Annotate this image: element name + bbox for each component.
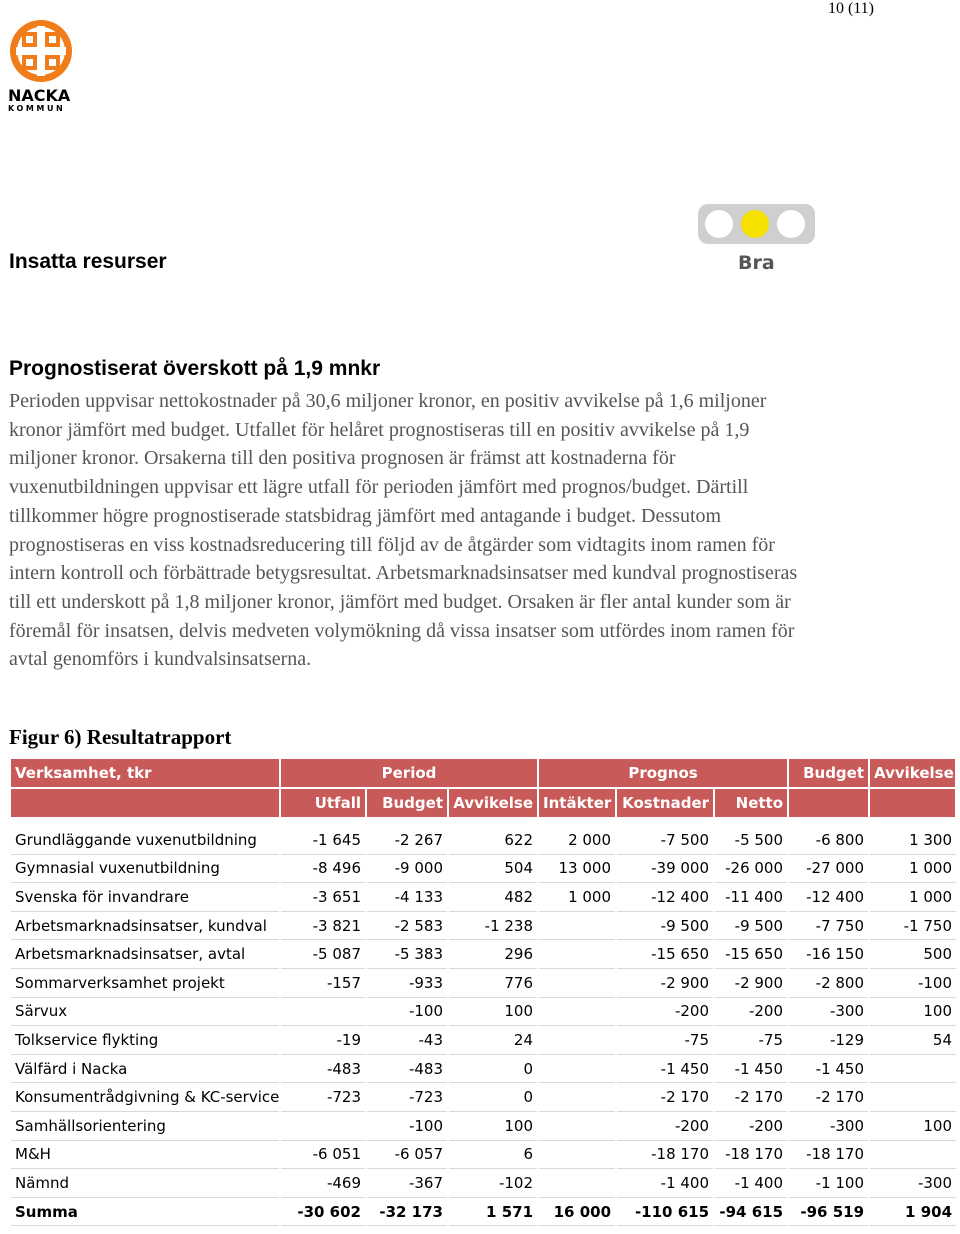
cell-avvikelse: 296 bbox=[448, 940, 538, 969]
cell-utfall: -469 bbox=[280, 1169, 366, 1198]
cell-kostnader: -9 500 bbox=[616, 911, 714, 940]
cell-netto: -75 bbox=[714, 1026, 788, 1055]
cell-budget: -100 bbox=[366, 997, 448, 1026]
cell-arsbudget: -300 bbox=[788, 997, 869, 1026]
header-period-budget: Budget bbox=[366, 788, 448, 818]
header-netto: Netto bbox=[714, 788, 788, 818]
cell-arsbudget: -6 800 bbox=[788, 826, 869, 855]
table-row bbox=[10, 883, 956, 912]
cell-utfall bbox=[280, 997, 366, 1026]
header-avvikelse: Avvikelse bbox=[869, 758, 956, 788]
cell-kostnader: -15 650 bbox=[616, 940, 714, 969]
cell-utfall: -157 bbox=[280, 968, 366, 997]
cell-kostnader: -1 450 bbox=[616, 1054, 714, 1083]
cell-utfall: -8 496 bbox=[280, 854, 366, 883]
cell-intakter bbox=[538, 968, 616, 997]
cell-kostnader: -1 400 bbox=[616, 1169, 714, 1198]
cell-name: Arbetsmarknadsinsatser, avtal bbox=[10, 940, 280, 969]
table-header-row-sub bbox=[10, 788, 956, 818]
cell-arsavvikelse: 1 300 bbox=[869, 826, 956, 855]
cell-arsavvikelse: -1 750 bbox=[869, 911, 956, 940]
cell-budget: -2 583 bbox=[366, 911, 448, 940]
table-row bbox=[10, 1111, 956, 1140]
cell-utfall: -3 821 bbox=[280, 911, 366, 940]
cell-arsbudget: -2 800 bbox=[788, 968, 869, 997]
cell-arsavvikelse: 1 904 bbox=[869, 1197, 956, 1226]
cell-netto: -26 000 bbox=[714, 854, 788, 883]
subheading: Prognostiserat överskott på 1,9 mnkr bbox=[9, 357, 381, 380]
cell-name: Samhällsorientering bbox=[10, 1111, 280, 1140]
cell-intakter: 1 000 bbox=[538, 883, 616, 912]
cell-budget: -43 bbox=[366, 1026, 448, 1055]
cell-intakter: 13 000 bbox=[538, 854, 616, 883]
cell-avvikelse: -1 238 bbox=[448, 911, 538, 940]
cell-utfall: -1 645 bbox=[280, 826, 366, 855]
cell-intakter: 16 000 bbox=[538, 1197, 616, 1226]
cell-arsbudget: -96 519 bbox=[788, 1197, 869, 1226]
cell-arsavvikelse: -100 bbox=[869, 968, 956, 997]
cell-utfall: -483 bbox=[280, 1054, 366, 1083]
header-period-avvikelse: Avvikelse bbox=[448, 788, 538, 818]
cell-arsbudget: -27 000 bbox=[788, 854, 869, 883]
cell-arsbudget: -12 400 bbox=[788, 883, 869, 912]
cell-utfall: -5 087 bbox=[280, 940, 366, 969]
cell-kostnader: -110 615 bbox=[616, 1197, 714, 1226]
header-blank bbox=[788, 788, 869, 818]
cell-name: Tolkservice flykting bbox=[10, 1026, 280, 1055]
cell-budget: -4 133 bbox=[366, 883, 448, 912]
cell-arsavvikelse: -300 bbox=[869, 1169, 956, 1198]
cell-arsbudget: -300 bbox=[788, 1111, 869, 1140]
cell-budget: -723 bbox=[366, 1083, 448, 1112]
cell-budget: -5 383 bbox=[366, 940, 448, 969]
cell-budget: -2 267 bbox=[366, 826, 448, 855]
cell-name: Konsumentrådgivning & KC-service bbox=[10, 1083, 280, 1112]
table-sum-row bbox=[10, 1197, 956, 1226]
result-report-table bbox=[9, 757, 957, 1226]
cell-budget: -483 bbox=[366, 1054, 448, 1083]
cell-kostnader: -2 900 bbox=[616, 968, 714, 997]
cell-intakter bbox=[538, 1026, 616, 1055]
cell-arsbudget: -16 150 bbox=[788, 940, 869, 969]
cell-netto: -1 450 bbox=[714, 1054, 788, 1083]
cell-netto: -200 bbox=[714, 997, 788, 1026]
cell-budget: -367 bbox=[366, 1169, 448, 1198]
cell-intakter: 2 000 bbox=[538, 826, 616, 855]
section-title: Insatta resurser bbox=[9, 250, 167, 273]
cell-arsbudget: -129 bbox=[788, 1026, 869, 1055]
header-verksamhet: Verksamhet, tkr bbox=[10, 758, 280, 788]
table-body bbox=[10, 818, 956, 1226]
cell-utfall bbox=[280, 1111, 366, 1140]
cell-intakter bbox=[538, 1083, 616, 1112]
cell-name: M&H bbox=[10, 1140, 280, 1169]
header-blank bbox=[10, 788, 280, 818]
logo-subtitle: KOMMUN bbox=[8, 104, 66, 113]
table-row bbox=[10, 940, 956, 969]
table-row bbox=[10, 1054, 956, 1083]
cell-name: Gymnasial vuxenutbildning bbox=[10, 854, 280, 883]
page-number: 10 (11) bbox=[827, 0, 874, 17]
cell-budget: -933 bbox=[366, 968, 448, 997]
table-row bbox=[10, 1026, 956, 1055]
cell-name: Sommarverksamhet projekt bbox=[10, 968, 280, 997]
cell-name: Särvux bbox=[10, 997, 280, 1026]
cell-name: Summa bbox=[10, 1197, 280, 1226]
cell-netto: -18 170 bbox=[714, 1140, 788, 1169]
cell-budget: -9 000 bbox=[366, 854, 448, 883]
logo-name: NACKA bbox=[8, 86, 71, 105]
cell-avvikelse: -102 bbox=[448, 1169, 538, 1198]
cell-arsbudget: -1 450 bbox=[788, 1054, 869, 1083]
cell-arsbudget: -7 750 bbox=[788, 911, 869, 940]
cell-avvikelse: 622 bbox=[448, 826, 538, 855]
cell-intakter bbox=[538, 1169, 616, 1198]
cell-kostnader: -75 bbox=[616, 1026, 714, 1055]
cell-netto: -11 400 bbox=[714, 883, 788, 912]
cell-budget: -32 173 bbox=[366, 1197, 448, 1226]
cell-avvikelse: 0 bbox=[448, 1083, 538, 1112]
cell-avvikelse: 6 bbox=[448, 1140, 538, 1169]
cell-avvikelse: 100 bbox=[448, 997, 538, 1026]
cell-intakter bbox=[538, 1111, 616, 1140]
cell-intakter bbox=[538, 1140, 616, 1169]
cell-utfall: -723 bbox=[280, 1083, 366, 1112]
cell-arsavvikelse: 100 bbox=[869, 1111, 956, 1140]
status-label: Bra bbox=[738, 252, 775, 274]
cell-name: Arbetsmarknadsinsatser, kundval bbox=[10, 911, 280, 940]
cell-arsavvikelse: 54 bbox=[869, 1026, 956, 1055]
cell-intakter bbox=[538, 911, 616, 940]
cell-kostnader: -39 000 bbox=[616, 854, 714, 883]
cell-kostnader: -12 400 bbox=[616, 883, 714, 912]
cell-kostnader: -7 500 bbox=[616, 826, 714, 855]
header-utfall: Utfall bbox=[280, 788, 366, 818]
cell-utfall: -30 602 bbox=[280, 1197, 366, 1226]
table-header-row-groups bbox=[10, 758, 956, 788]
table-row bbox=[10, 1169, 956, 1198]
cell-avvikelse: 776 bbox=[448, 968, 538, 997]
cell-name: Svenska för invandrare bbox=[10, 883, 280, 912]
cell-name: Grundläggande vuxenutbildning bbox=[10, 826, 280, 855]
cell-arsbudget: -18 170 bbox=[788, 1140, 869, 1169]
cell-avvikelse: 0 bbox=[448, 1054, 538, 1083]
cell-netto: -5 500 bbox=[714, 826, 788, 855]
cell-intakter bbox=[538, 1054, 616, 1083]
cell-budget: -100 bbox=[366, 1111, 448, 1140]
cell-intakter bbox=[538, 940, 616, 969]
cell-avvikelse: 504 bbox=[448, 854, 538, 883]
cell-kostnader: -18 170 bbox=[616, 1140, 714, 1169]
cell-name: Välfärd i Nacka bbox=[10, 1054, 280, 1083]
cell-name: Nämnd bbox=[10, 1169, 280, 1198]
cell-netto: -2 170 bbox=[714, 1083, 788, 1112]
cell-netto: -1 400 bbox=[714, 1169, 788, 1198]
cell-avvikelse: 1 571 bbox=[448, 1197, 538, 1226]
cell-netto: -2 900 bbox=[714, 968, 788, 997]
cell-arsavvikelse: 1 000 bbox=[869, 883, 956, 912]
cell-kostnader: -200 bbox=[616, 1111, 714, 1140]
header-period: Period bbox=[280, 758, 538, 788]
cell-avvikelse: 100 bbox=[448, 1111, 538, 1140]
table-row bbox=[10, 911, 956, 940]
table-row bbox=[10, 968, 956, 997]
nacka-logo bbox=[8, 18, 78, 88]
cell-arsavvikelse bbox=[869, 1083, 956, 1112]
figure-title: Figur 6) Resultatrapport bbox=[9, 725, 232, 749]
cell-arsbudget: -2 170 bbox=[788, 1083, 869, 1112]
cell-arsavvikelse bbox=[869, 1054, 956, 1083]
cell-netto: -9 500 bbox=[714, 911, 788, 940]
cell-budget: -6 057 bbox=[366, 1140, 448, 1169]
cell-avvikelse: 24 bbox=[448, 1026, 538, 1055]
cell-kostnader: -2 170 bbox=[616, 1083, 714, 1112]
header-intakter: Intäkter bbox=[538, 788, 616, 818]
header-prognos: Prognos bbox=[538, 758, 788, 788]
table-row bbox=[10, 854, 956, 883]
cell-intakter bbox=[538, 997, 616, 1026]
header-blank bbox=[869, 788, 956, 818]
header-kostnader: Kostnader bbox=[616, 788, 714, 818]
cell-arsavvikelse: 1 000 bbox=[869, 854, 956, 883]
body-paragraph: Perioden uppvisar nettokostnader på 30,6 miljoner kronor, en positiv avvikelse på 1,6 miljoner kronor jämfört med budget. Utfallet för helåret prognostiseras till en positiv avvikelse på 1,9 miljoner kronor. Orsakerna till den positiva prognosen är främst att kostnaderna för vuxenutbildningen uppvisar ett lägre utfall för perioden jämfört med prognos/budget. Därtill tillkommer högre prognostiserade statsbidrag jämfört med antagande i budget. Dessutom prognostiseras en viss kostnadsreducering till följd av de åtgärder som vidtagits inom ramen för intern kontroll och förbättrade betygsresultat. Arbetsmarknadsinsatser med kundval prognostiseras till ett underskott på 1,8 miljoner kronor, jämfört med budget. Orsaken är fler antal kunder som är föremål för insatsen, delvis medveten volymökning då vissa insatser som utfördes inom ramen för avtal genomförs i kundvalsinsatserna. bbox=[9, 390, 798, 671]
header-budget: Budget bbox=[788, 758, 869, 788]
table-row bbox=[10, 1083, 956, 1112]
cell-kostnader: -200 bbox=[616, 997, 714, 1026]
cell-netto: -200 bbox=[714, 1111, 788, 1140]
cell-netto: -15 650 bbox=[714, 940, 788, 969]
cell-arsavvikelse: 500 bbox=[869, 940, 956, 969]
table-row bbox=[10, 997, 956, 1026]
cell-arsbudget: -1 100 bbox=[788, 1169, 869, 1198]
table-row bbox=[10, 1140, 956, 1169]
table-row bbox=[10, 826, 956, 855]
cell-arsavvikelse bbox=[869, 1140, 956, 1169]
cell-avvikelse: 482 bbox=[448, 883, 538, 912]
cell-utfall: -19 bbox=[280, 1026, 366, 1055]
cell-utfall: -3 651 bbox=[280, 883, 366, 912]
cell-arsavvikelse: 100 bbox=[869, 997, 956, 1026]
cell-utfall: -6 051 bbox=[280, 1140, 366, 1169]
cell-netto: -94 615 bbox=[714, 1197, 788, 1226]
